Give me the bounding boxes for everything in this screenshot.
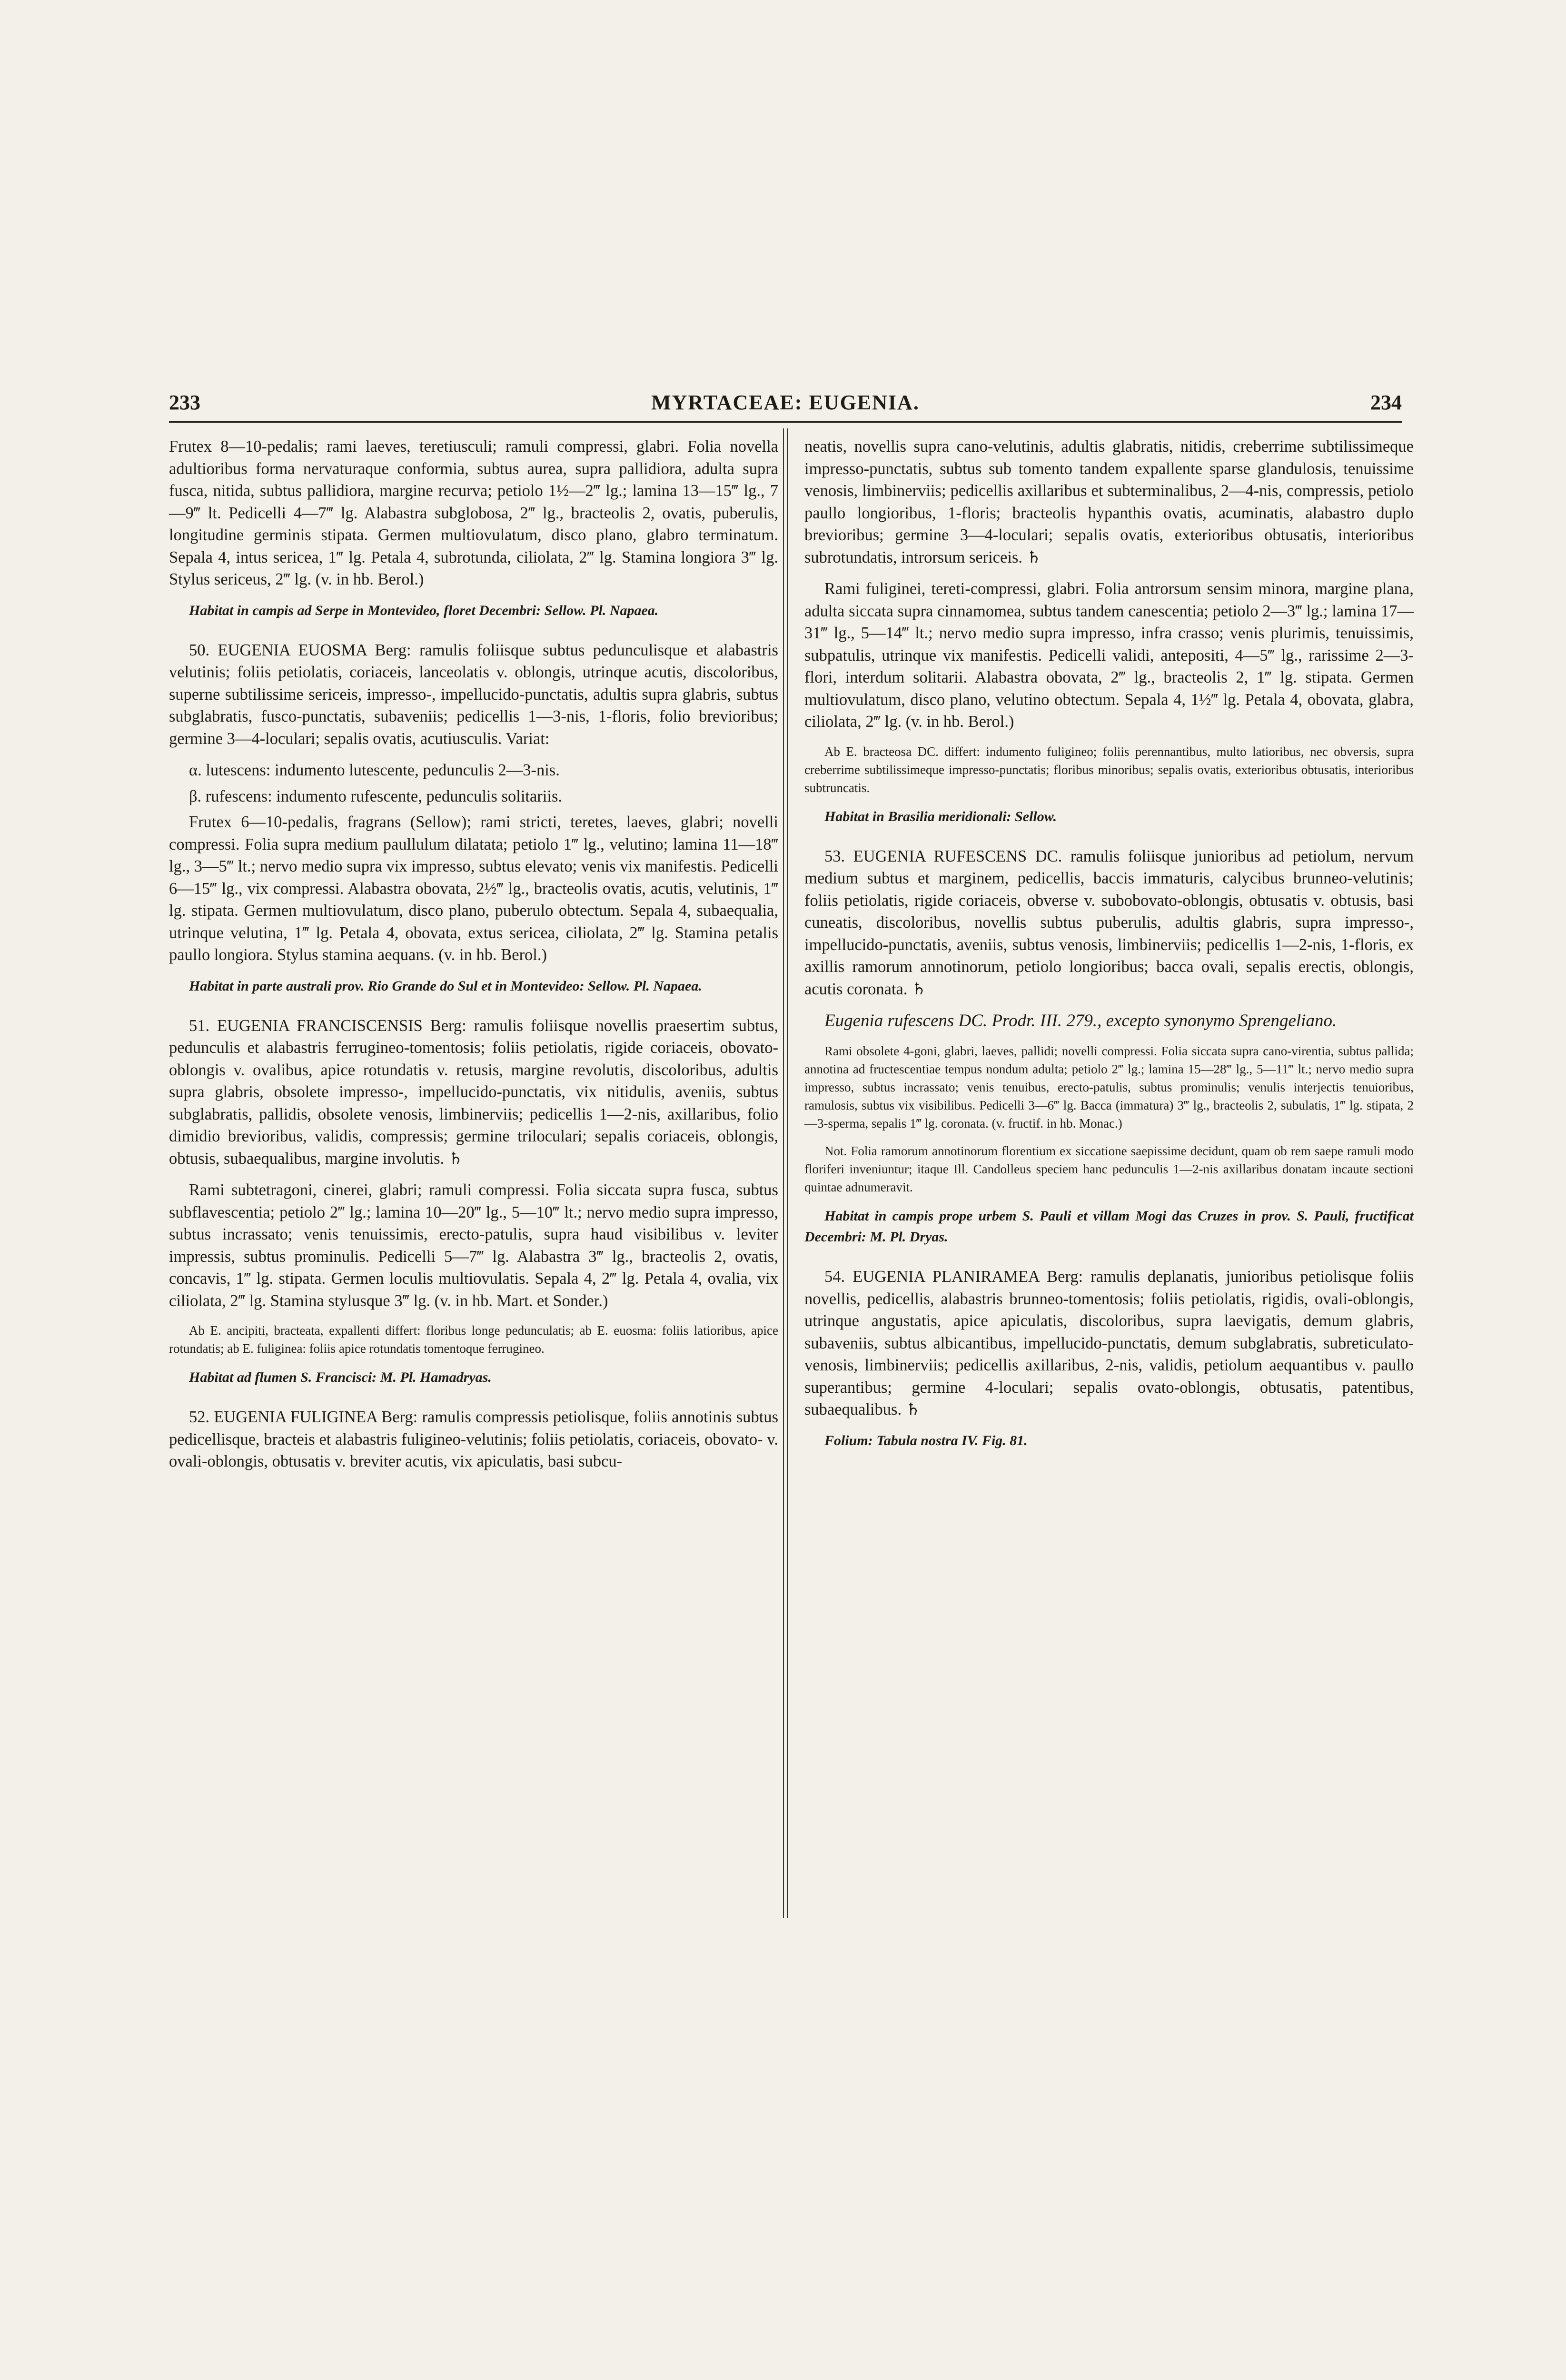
species-entry: 54. EUGENIA PLANIRAMEA Berg: ramulis deplanatis, junioribus petiolisque foliis novellis, pedicellis, alabastris brunneo-tomentosis; foliis petiolatis, rigidis, ovali-oblongis, utrinque angustatis, apice apiculatis, discoloribus, supra laevigatis, demum glabris, subaveniis, subtus albicantibus, impellucido-punctatis, demum subglabratis, subreticulato-venosis, limbinerviis; pedicellis axillaribus, 2-nis, validis, petiolum aequantibus v. paullo superantibus; germine 4-loculari; sepalis ovato-oblongis, obtusatis, patentibus, subaequalibus. ♄ <box>804 1268 1414 1418</box>
variety-line: β. rufescens: indumento rufescente, pedunculis solitariis. <box>189 787 563 805</box>
running-header <box>169 390 1402 419</box>
habitat-line: Folium: Tabula nostra IV. Fig. 81. <box>824 1432 1028 1448</box>
running-title: MYRTACEAE: EUGENIA. <box>651 391 920 414</box>
paragraph: Rami subtetragoni, cinerei, glabri; ramuli compressi. Folia siccata supra fusca, subtus subflavescentia; petiolo 2‴ lg.; lamina 10—20‴ lg., 5—10‴ lt.; nervo medio supra impresso, subtus incrassato; venis tenuissimis, erecto-patulis, supra haud visibilibus v. leviter impressis, subtus prominulis. Pedicelli 5—7‴ lg. Alabastra 3‴ lg., bracteolis 2, ovatis, concavis, 1‴ lg. stipata. Germen loculis multiovulatis. Sepala 4, 2‴ lg. Petala 4, ovalia, vix ciliolata, 2‴ lg. Stamina stylusque 3‴ lg. (v. in hb. Mart. et Sonder.) <box>169 1181 778 1310</box>
habitat-line: Habitat in campis prope urbem S. Pauli et villam Mogi das Cruzes in prov. S. Pauli, fructificat Decembri: M. Pl. Dryas. <box>804 1208 1414 1245</box>
note-paragraph: Not. Folia ramorum annotinorum florentium ex siccatione saepissime decidunt, quam ob rem saepe ramuli modo floriferi inveniuntur; itaque Ill. Candolleus speciem hanc pedunculis 1—2-nis axillaribus donatam incaute sectioni quintae adnumeravit. <box>804 1144 1414 1194</box>
species-entry: 50. EUGENIA EUOSMA Berg: ramulis foliisque subtus pedunculisque et alabastris velutinis; foliis petiolatis, coriaceis, lanceolatis v. oblongis, utrinque acutis, discoloribus, superne subtilissime sericeis, impresso-, impellucido-punctatis, adultis supra glabris, subtus subglabratis, fusco-punctatis, subaveniis; pedicellis 1—3-nis, 1-floris, folio brevioribus; germine 3—4-loculari; sepalis ovatis, acutiusculis. Variat: <box>169 641 778 748</box>
variety-line: α. lutescens: indumento lutescente, pedunculis 2—3-nis. <box>189 761 560 779</box>
paragraph: Frutex 6—10-pedalis, fragrans (Sellow); rami stricti, teretes, laeves, glabri; novelli compressi. Folia supra medium paullulum dilatata; petiolo 1‴ lg., velutino; lamina 11—18‴ lg., 3—5‴ lt.; nervo medio supra vix impresso, subtus elevato; venis vix manifestis. Pedicelli 6—15‴ lg., vix compressi. Alabastra obovata, 2½‴ lg., bracteolis ovatis, acutis, velutinis, 1‴ lg. stipata. Germen multiovulatum, disco plano, puberulo obtectum. Sepala 4, subaequalia, utrinque velutina, 1‴ lg. Petala 4, obovata, extus sericea, ciliolata, 2‴ lg. Stamina petalis paullo longiora. Stylus stamina aequans. (v. in hb. Berol.) <box>169 813 778 964</box>
note-paragraph: Ab E. ancipiti, bracteata, expallenti differt: floribus longe pedunculatis; ab E. euosma: foliis latioribus, apice rotundatis; ab E. fuliginea: foliis apice rotundatis tomentoque ferrugineo. <box>169 1323 778 1356</box>
header-rule <box>169 421 1402 423</box>
page-number-right: 234 <box>1370 391 1402 414</box>
page-number-left: 233 <box>169 391 200 414</box>
species-entry: 51. EUGENIA FRANCISCENSIS Berg: ramulis foliisque novellis praesertim subtus, pedunculis et alabastris ferrugineo-tomentosis; foliis petiolatis, rigide coriaceis, obovato-oblongis v. ovalibus, apice rotundatis v. retusis, margine revolutis, discoloribus, adultis supra glabris, obsolete impresso-, impellucido-punctatis, vix nitidulis, aveniis, subtus subglabratis, pallidis, obsolete venosis, limbinerviis; pedicellis 1—2-nis, axillaribus, folio dimidio brevioribus, validis, compressis; germine triloculari; sepalis coriaceis, oblongis, obtusis, subaequalibus, margine involutis. ♄ <box>169 1016 778 1168</box>
habitat-line: Habitat ad flumen S. Francisci: M. Pl. Hamadryas. <box>189 1369 492 1385</box>
column-divider <box>783 428 788 1918</box>
species-entry: 52. EUGENIA FULIGINEA Berg: ramulis compressis petiolisque, foliis annotinis subtus pedicellisque, bracteis et alabastris fuligineo-velutinis; foliis petiolatis, coriaceis, obovato- v. ovali-oblongis, obtusatis v. breviter acutis, vix apiculatis, basi subcu- <box>169 1408 778 1470</box>
synonym-line: Eugenia rufescens DC. Prodr. III. 279., excepto synonymo Sprengeliano. <box>824 1011 1337 1031</box>
paragraph: Rami fuliginei, tereti-compressi, glabri. Folia antrorsum sensim minora, margine plana, adulta siccata supra cinnamomea, subtus tandem canescentia; petiolo 2—3‴ lg.; lamina 17—31‴ lg., 5—14‴ lt.; nervo medio supra impresso, infra crasso; venis plurimis, tenuissimis, subpatulis, utrinque vix manifestis. Pedicelli validi, antepositi, 4—5‴ lg., rarissime 2—3-flori, interdum solitarii. Alabastra obovata, 2‴ lg., bracteolis 2, 1‴ lg. stipata. Germen multiovulatum, disco plano, velutino obtectum. Sepala 4, 1½‴ lg. Petala 4, obovata, glabra, ciliolata, 2‴ lg. (v. in hb. Berol.) <box>804 580 1414 731</box>
habitat-line: Habitat in campis ad Serpe in Montevideo, floret Decembri: Sellow. Pl. Napaea. <box>189 602 659 618</box>
note-paragraph: Ab E. bracteosa DC. differt: indumento fuligineo; foliis perennantibus, multo latioribus, nec obversis, supra creberrime subtilissimeque impresso-punctatis; floribus minoribus; sepalis ovatis, exterioribus obtusatis, interioribus subtruncatis. <box>804 744 1414 795</box>
species-entry: 53. EUGENIA RUFESCENS DC. ramulis foliisque junioribus ad petiolum, nervum medium subtus et marginem, pedicellis, baccis immaturis, calycibus brunneo-velutinis; foliis petiolatis, rigide coriaceis, obverse v. subobovato-oblongis, obtusatis v. obtusis, basi cuneatis, discoloribus, novellis subtus puberulis, adultis glabris, supra impresso-, impellucido-punctatis, aveniis, subtus venosis, limbinerviis; pedicellis 1—2-nis, 1-floris, ex axillis ramorum annotinorum, petiolo longioribus; bacca ovali, sepalis erectis, oblongis, acutis coronata. ♄ <box>804 847 1414 998</box>
right-column <box>804 436 1414 1461</box>
paragraph: neatis, novellis supra cano-velutinis, adultis glabratis, nitidis, creberrime subtilissimeque impresso-punctatis, subtus sub tomento tandem expallente sparse glandulosis, tenuissime venosis, limbinerviis; pedicellis axillaribus et subterminalibus, 2—4-nis, compressis, petiolo paullo longioribus, 1-floris; bracteolis hypanthis ovatis, acuminatis, alabastro duplo brevioribus; germine 3—4-loculari; sepalis ovatis, exterioribus obtusatis, interioribus subrotundatis, introrsum sericeis. ♄ <box>804 437 1414 566</box>
left-column <box>169 436 778 1482</box>
habitat-line: Habitat in parte australi prov. Rio Grande do Sul et in Montevideo: Sellow. Pl. Napaea. <box>189 978 702 994</box>
paragraph: Frutex 8—10-pedalis; rami laeves, teretiusculi; ramuli compressi, glabri. Folia novella adultioribus forma nervaturaque conformia, subtus aurea, supra pallidiora, adulta supra fusca, nitida, subtus pallidiora, margine recurva; petiolo 1½—2‴ lg.; lamina 13—15‴ lg., 7—9‴ lt. Pedicelli 4—7‴ lg. Alabastra subglobosa, 2‴ lg., bracteolis 2, ovatis, puberulis, longitudine germinis stipata. Germen multiovulatum, disco plano, glabro terminatum. Sepala 4, intus sericea, 1‴ lg. Petala 4, subrotunda, ciliolata, 2‴ lg. Stamina longiora 3‴ lg. Stylus sericeus, 2‴ lg. (v. in hb. Berol.) <box>169 437 778 588</box>
habitat-line: Habitat in Brasilia meridionali: Sellow. <box>824 808 1057 824</box>
note-paragraph: Rami obsolete 4-goni, glabri, laeves, pallidi; novelli compressi. Folia siccata supra cano-virentia, subtus pallida; annotina ad fructescentiae tempus nondum adulta; petiolo 2‴ lg.; lamina 15—28‴ lg., 5—11‴ lt.; nervo medio supra impresso, subtus incrassato; venis tenuibus, erecto-patulis, subtus prominulis; venulis interjectis tenuioribus, ramulosis, subtus vix visibilibus. Pedicelli 3—6‴ lg. Bacca (immatura) 3‴ lg., bracteolis 2, subulatis, 1‴ lg. stipata, 2—3-sperma, sepalis 1‴ lg. coronata. (v. fructif. in hb. Monac.) <box>804 1044 1414 1130</box>
